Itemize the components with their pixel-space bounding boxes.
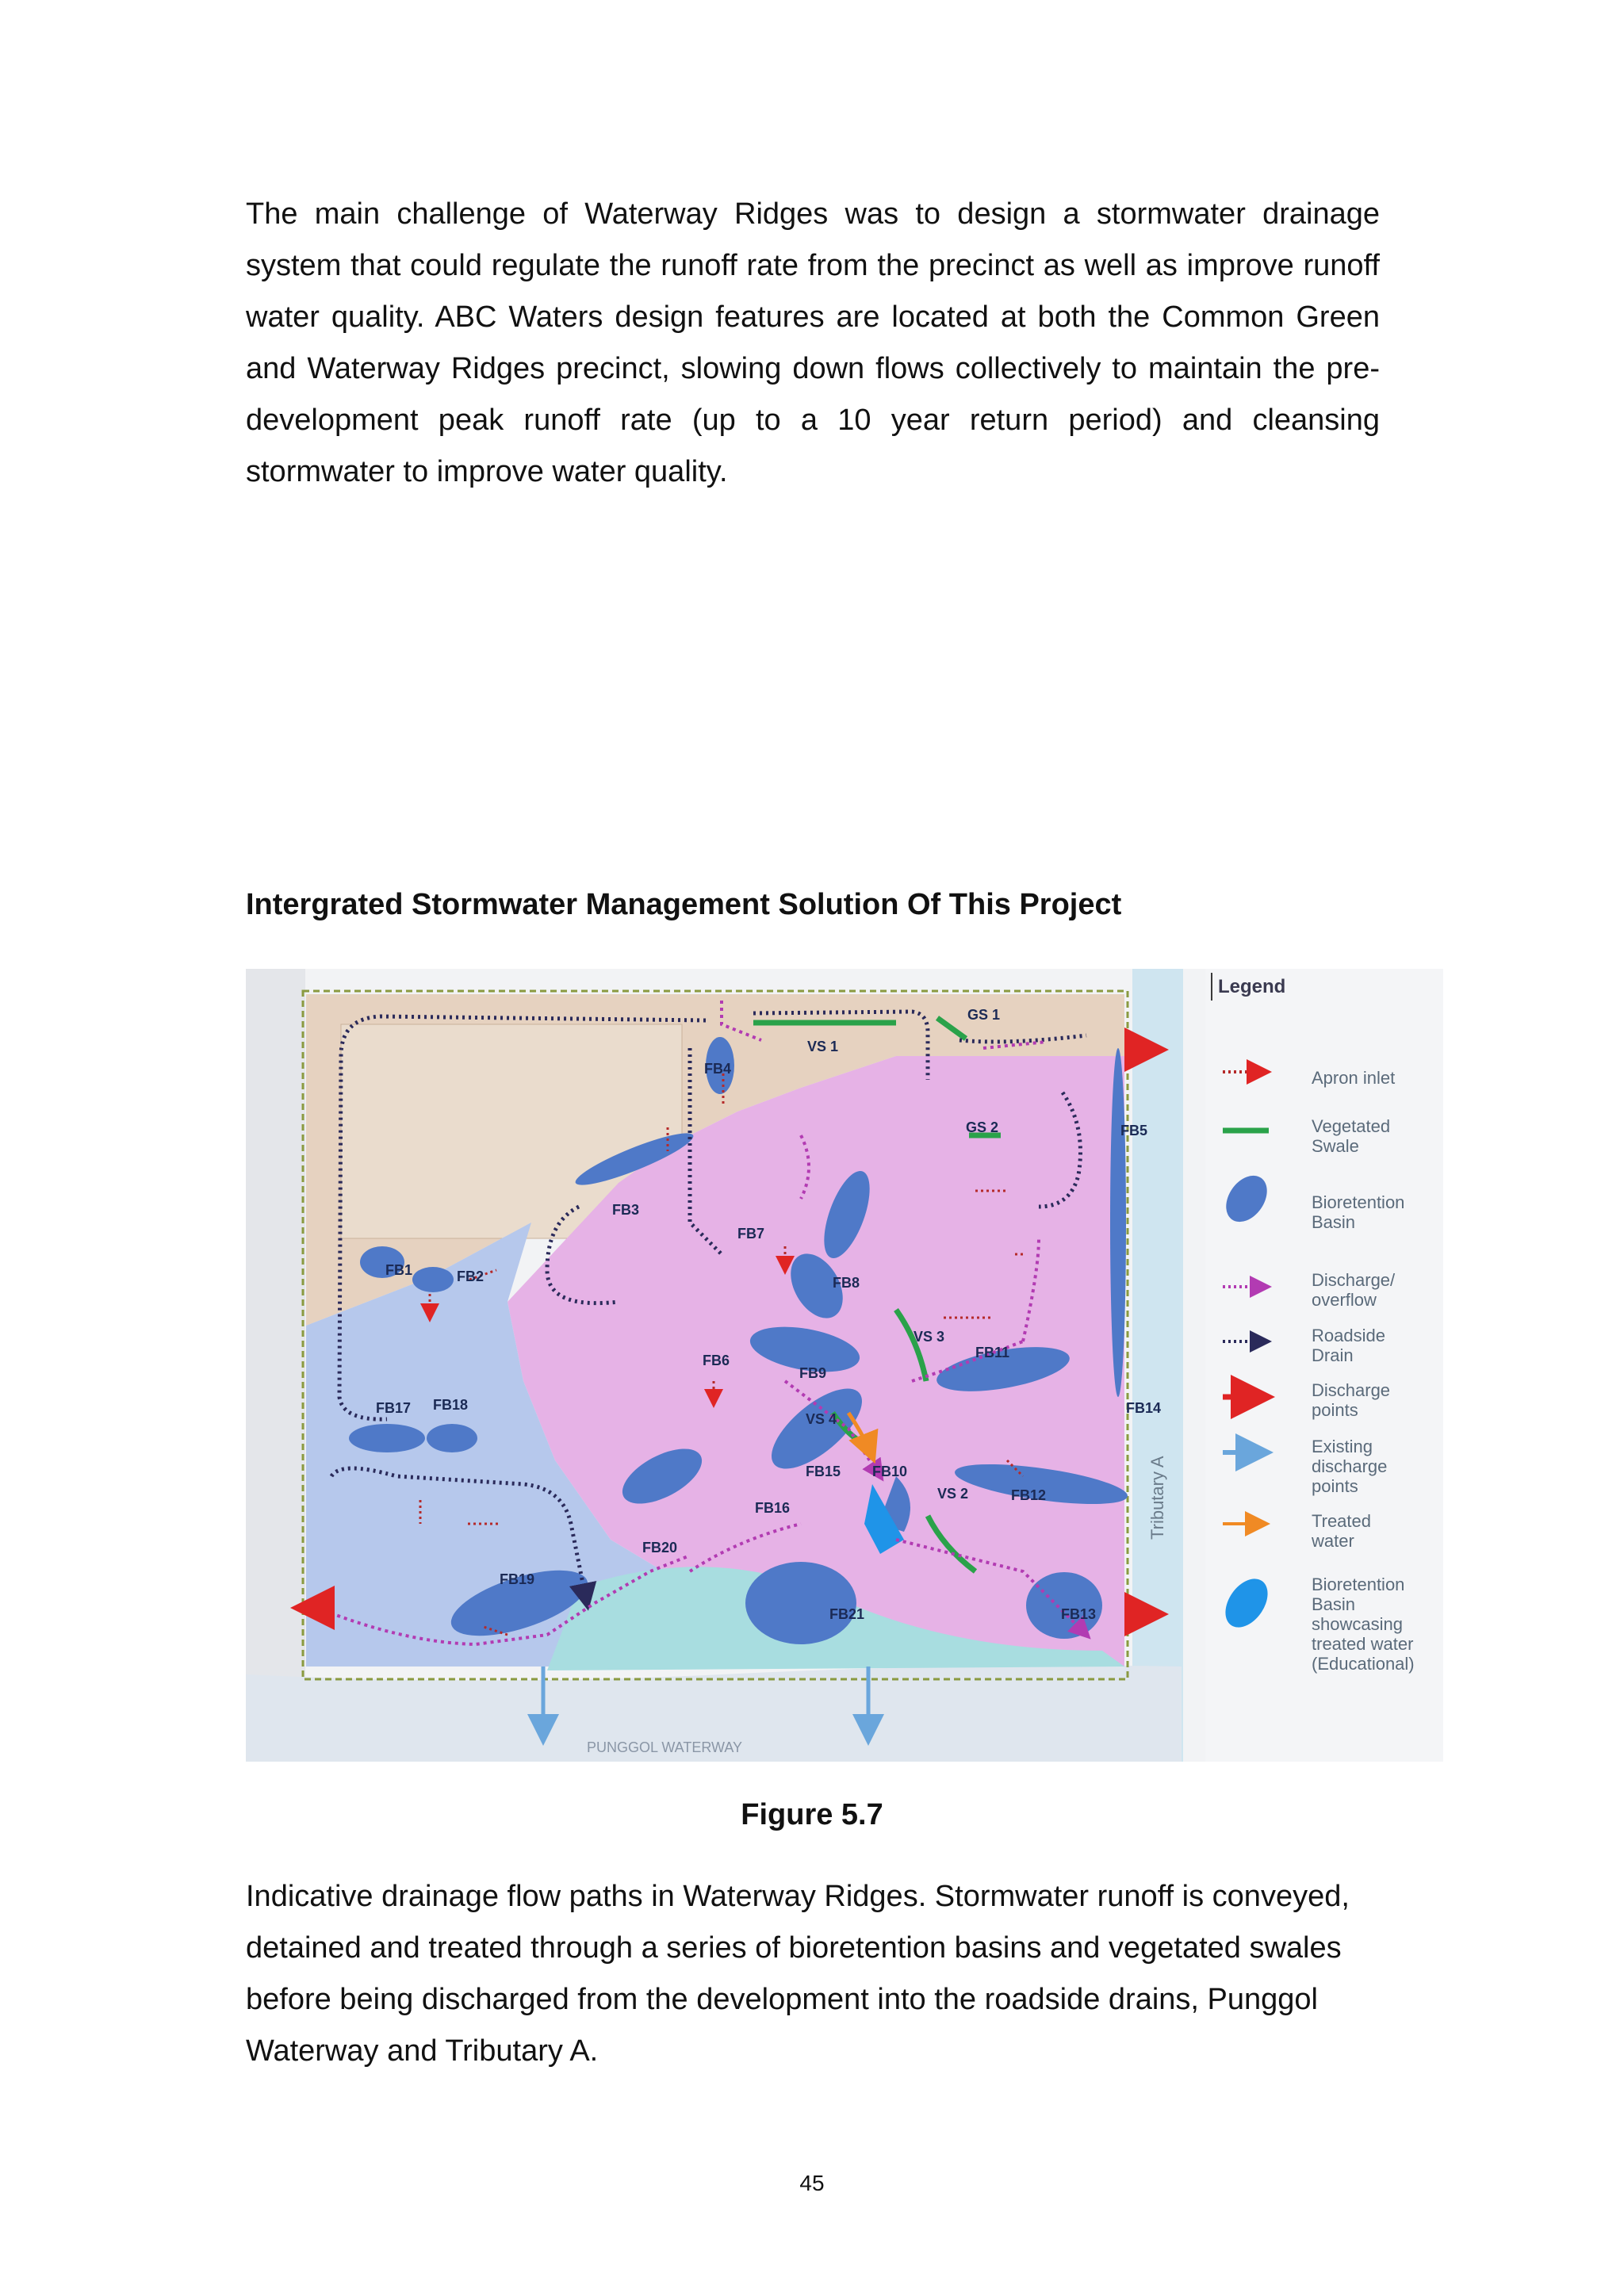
label-fb21: FB21 xyxy=(829,1606,865,1622)
legend-discharge-label-2: points xyxy=(1312,1400,1358,1420)
label-fb17: FB17 xyxy=(376,1400,412,1416)
legend-existing-label-3: points xyxy=(1312,1476,1358,1496)
label-vs2: VS 2 xyxy=(937,1486,969,1502)
legend-educational-label-3: showcasing xyxy=(1312,1614,1403,1634)
legend-educational-label-5: (Educational) xyxy=(1312,1654,1415,1674)
legend-swale-label-2: Swale xyxy=(1312,1136,1359,1156)
legend-drain-label-2: Drain xyxy=(1312,1345,1354,1365)
legend-basin-label-2: Basin xyxy=(1312,1212,1356,1232)
label-fb1: FB1 xyxy=(385,1262,413,1278)
waterway-label: PUNGGOL WATERWAY xyxy=(587,1739,743,1755)
label-fb3: FB3 xyxy=(612,1202,640,1218)
legend-apron-label: Apron inlet xyxy=(1312,1068,1396,1088)
label-fb16: FB16 xyxy=(755,1500,791,1516)
label-fb8: FB8 xyxy=(833,1275,860,1291)
label-vs3: VS 3 xyxy=(914,1329,945,1345)
map-legend xyxy=(1205,969,1443,1762)
tributary-channel xyxy=(1132,969,1183,1762)
label-fb19: FB19 xyxy=(500,1571,535,1587)
legend-educational-label-4: treated water xyxy=(1312,1634,1414,1654)
label-fb20: FB20 xyxy=(642,1540,678,1556)
label-fb18: FB18 xyxy=(433,1397,469,1413)
legend-discharge-label: Discharge xyxy=(1312,1380,1391,1400)
label-fb13: FB13 xyxy=(1061,1606,1097,1622)
legend-overflow-label-2: overflow xyxy=(1312,1290,1377,1310)
drainage-map xyxy=(246,969,1443,1762)
legend-basin-label: Bioretention xyxy=(1312,1192,1405,1212)
section-heading: Intergrated Stormwater Management Solution Of This Project xyxy=(246,888,1122,921)
label-vs4: VS 4 xyxy=(806,1411,837,1427)
drainage-map-figure xyxy=(246,969,1443,1762)
label-fb2: FB2 xyxy=(457,1269,485,1284)
legend-title: Legend xyxy=(1218,976,1286,997)
label-gs2: GS 2 xyxy=(966,1119,999,1135)
figure-caption: Figure 5.7 xyxy=(741,1798,883,1831)
legend-treated-label: Treated xyxy=(1312,1511,1372,1531)
legend-treated-label-2: water xyxy=(1312,1531,1354,1551)
legend-overflow-label: Discharge/ xyxy=(1312,1270,1396,1290)
page-number: 45 xyxy=(799,2171,825,2195)
label-fb11: FB11 xyxy=(975,1345,1010,1360)
tributary-label: Tributary A xyxy=(1147,1456,1167,1540)
legend-existing-label: Existing xyxy=(1312,1437,1373,1456)
label-fb9: FB9 xyxy=(799,1365,827,1381)
label-vs1: VS 1 xyxy=(807,1039,839,1054)
left-margin-strip xyxy=(246,969,305,1762)
label-fb5: FB5 xyxy=(1120,1123,1148,1138)
legend-existing-label-2: discharge xyxy=(1312,1456,1388,1476)
legend-drain-label: Roadside xyxy=(1312,1326,1385,1345)
legend-swale-label: Vegetated xyxy=(1312,1116,1391,1136)
legend-educational-label-2: Basin xyxy=(1312,1594,1356,1614)
label-gs1: GS 1 xyxy=(967,1007,1001,1023)
label-fb14: FB14 xyxy=(1126,1400,1162,1416)
label-fb12: FB12 xyxy=(1011,1487,1047,1503)
legend-educational-label: Bioretention xyxy=(1312,1575,1405,1594)
label-fb4: FB4 xyxy=(704,1061,732,1077)
label-fb7: FB7 xyxy=(737,1226,765,1242)
label-fb10: FB10 xyxy=(872,1464,908,1479)
intro-paragraph: The main challenge of Waterway Ridges was to design a stormwater drainage system that could regulate the runoff rate from the precinct as well as improve runoff water quality. ABC Waters design features are located at both the Common Green and Waterway Ridges precinct, slowing down flows collectively to maintain the pre-development peak runoff rate (up to a 10 year return period) and cleansing stormwater to improve water quality. xyxy=(246,197,1380,488)
label-fb6: FB6 xyxy=(703,1353,730,1368)
figure-description: Indicative drainage flow paths in Waterway Ridges. Stormwater runoff is conveyed, detained and treated through a series of bioretention basins and vegetated swales before being discharged from the development into the roadside drains, Punggol Waterway and Tributary A. xyxy=(246,1880,1350,2068)
label-fb15: FB15 xyxy=(806,1464,841,1479)
